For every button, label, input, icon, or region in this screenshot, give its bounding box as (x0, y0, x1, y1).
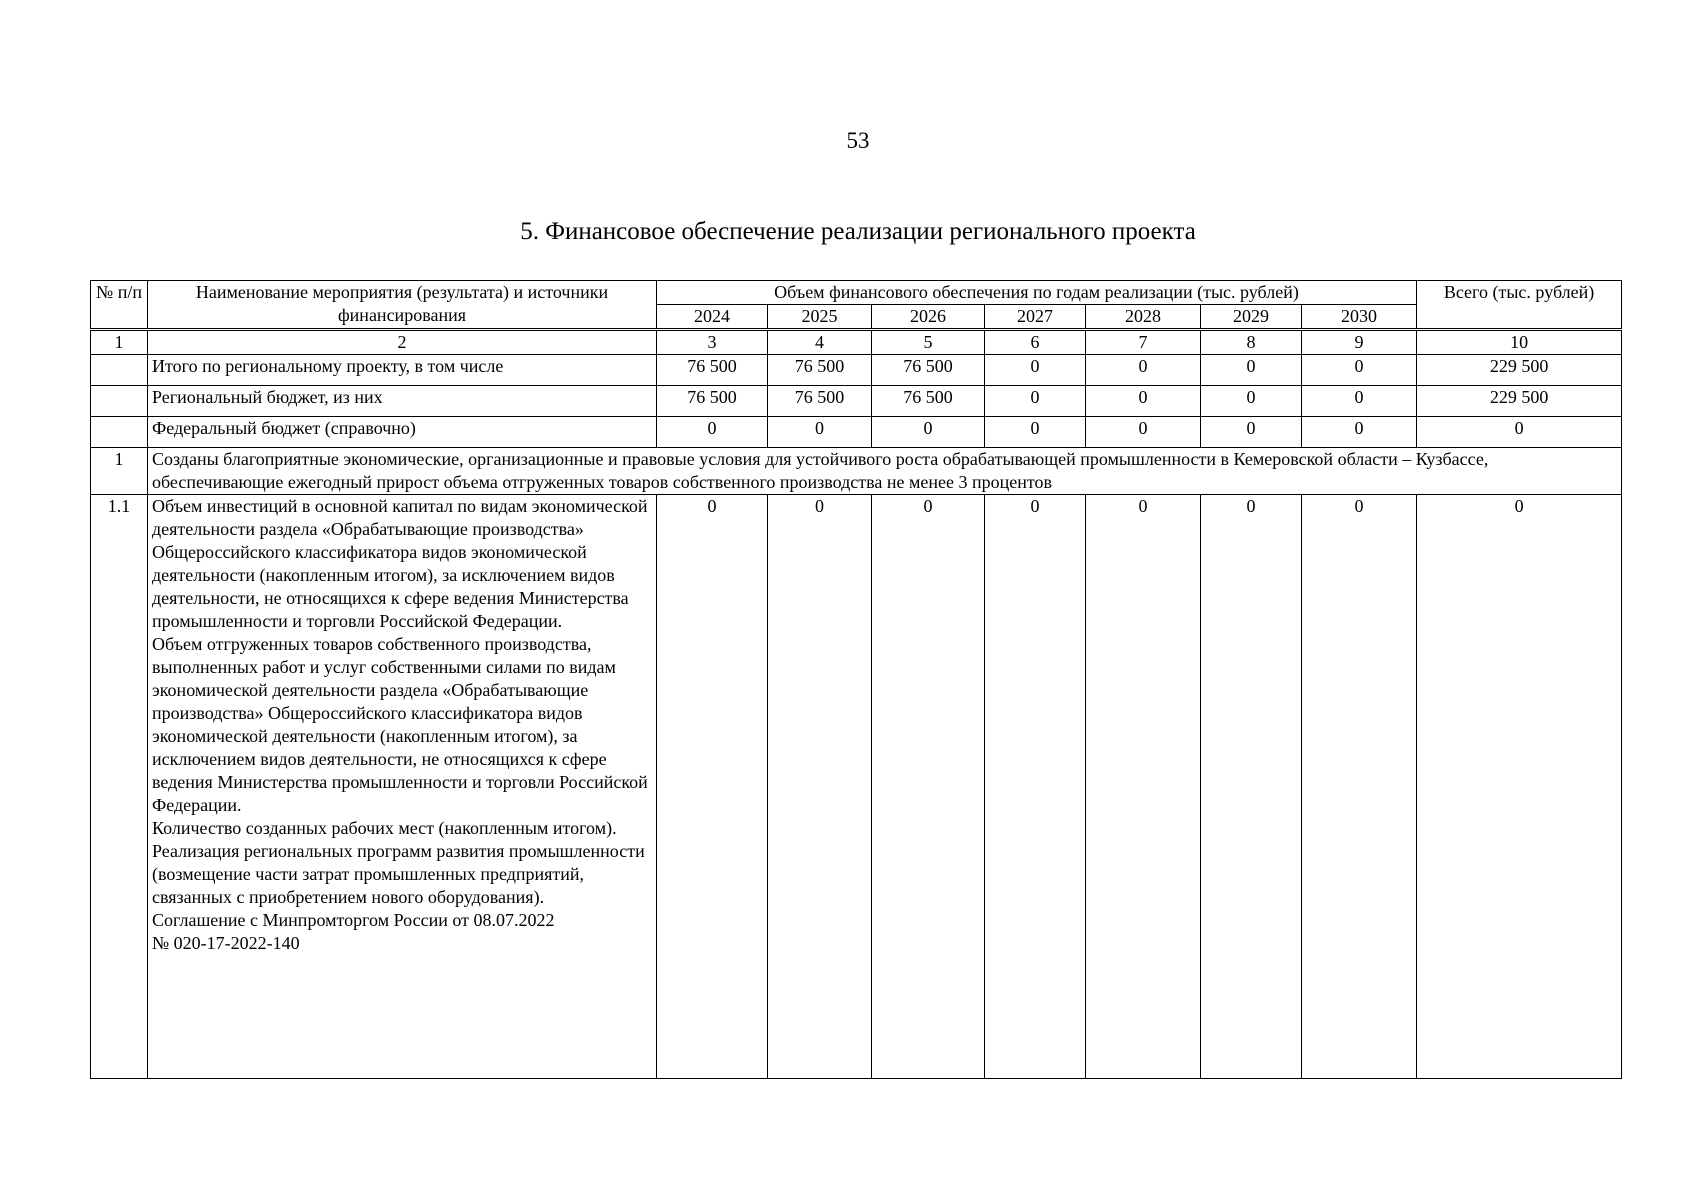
column-index-cell: 5 (872, 330, 985, 355)
page-number: 53 (846, 128, 870, 153)
task-text-cell: Созданы благоприятные экономические, организационные и правовые условия для устойчивого роста обрабатывающей промышленности в Кемеровской области – Кузбассе, обеспечивающие ежегодный прирост объема отгруженных товаров собственного производства не менее 3 процентов (148, 448, 1622, 495)
value-cell: 76 500 (768, 355, 872, 386)
summary-row (91, 386, 1622, 417)
result-row (91, 495, 1622, 1079)
result-text-cell: Объем инвестиций в основной капитал по видам экономической деятельности раздела «Обрабатывающие производства» Общероссийского классификатора видов экономической деятельности (накопленным итогом), за исключением видов деятельности, не относящихся к сфере ведения Министерства промышленности и торговли Российской Федерации. Объем отгруженных товаров собственного производства, выполненных работ и услуг собственными силами по видам экономической деятельности раздела «Обрабатывающие производства» Общероссийского классификатора видов экономической деятельности (накопленным итогом), за исключением видов деятельности, не относящихся к сфере ведения Министерства промышленности и торговли Российской Федерации. Количество созданных рабочих мест (накопленным итогом). Реализация региональных программ развития промышленности (возмещение части затрат промышленных предприятий, связанных с приобретением нового оборудования). Соглашение с Минпромторгом России от 08.07.2022 № 020-17-2022-140 (148, 495, 657, 1079)
header-year-2030: 2030 (1302, 305, 1417, 330)
total-cell: 229 500 (1417, 386, 1622, 417)
value-cell: 76 500 (872, 355, 985, 386)
value-cell: 0 (1201, 495, 1302, 1079)
value-cell: 0 (768, 417, 872, 448)
column-index-cell: 2 (148, 330, 657, 355)
column-index-cell: 6 (985, 330, 1086, 355)
row-num-cell (91, 386, 148, 417)
value-cell: 76 500 (872, 386, 985, 417)
total-cell: 0 (1417, 495, 1622, 1079)
value-cell: 0 (1086, 417, 1201, 448)
result-num-cell: 1.1 (91, 495, 148, 1079)
header-total: Всего (тыс. рублей) (1417, 281, 1622, 330)
value-cell: 0 (1302, 495, 1417, 1079)
value-cell: 0 (657, 495, 768, 1079)
header-name: Наименование мероприятия (результата) и источники финансирования (148, 281, 657, 330)
row-name-cell: Итого по региональному проекту, в том числе (148, 355, 657, 386)
header-year-2027: 2027 (985, 305, 1086, 330)
value-cell: 0 (657, 417, 768, 448)
row-name-cell: Региональный бюджет, из них (148, 386, 657, 417)
task-row (91, 448, 1622, 495)
header-years-group: Объем финансового обеспечения по годам реализации (тыс. рублей) (657, 281, 1417, 305)
value-cell: 0 (1302, 386, 1417, 417)
column-index-cell: 3 (657, 330, 768, 355)
header-year-2028: 2028 (1086, 305, 1201, 330)
financing-table (90, 280, 1622, 1079)
task-num-cell: 1 (91, 448, 148, 495)
total-cell: 229 500 (1417, 355, 1622, 386)
value-cell: 0 (1302, 355, 1417, 386)
value-cell: 0 (872, 495, 985, 1079)
total-cell: 0 (1417, 417, 1622, 448)
value-cell: 0 (985, 417, 1086, 448)
summary-row (91, 417, 1622, 448)
value-cell: 0 (1086, 386, 1201, 417)
column-index-cell: 9 (1302, 330, 1417, 355)
value-cell: 76 500 (657, 355, 768, 386)
value-cell: 76 500 (657, 386, 768, 417)
header-year-2026: 2026 (872, 305, 985, 330)
value-cell: 76 500 (768, 386, 872, 417)
summary-row (91, 355, 1622, 386)
header-year-2029: 2029 (1201, 305, 1302, 330)
value-cell: 0 (1201, 386, 1302, 417)
value-cell: 0 (1201, 417, 1302, 448)
section-title: 5. Финансовое обеспечение реализации регионального проекта (520, 218, 1196, 245)
column-index-cell: 7 (1086, 330, 1201, 355)
value-cell: 0 (985, 355, 1086, 386)
column-index-cell: 4 (768, 330, 872, 355)
column-index-cell: 8 (1201, 330, 1302, 355)
row-num-cell (91, 355, 148, 386)
row-num-cell (91, 417, 148, 448)
value-cell: 0 (872, 417, 985, 448)
column-index-row (91, 330, 1622, 355)
value-cell: 0 (1086, 355, 1201, 386)
value-cell: 0 (1086, 495, 1201, 1079)
column-index-cell: 1 (91, 330, 148, 355)
value-cell: 0 (768, 495, 872, 1079)
header-year-2024: 2024 (657, 305, 768, 330)
column-index-cell: 10 (1417, 330, 1622, 355)
value-cell: 0 (1201, 355, 1302, 386)
header-num: № п/п (91, 281, 148, 330)
value-cell: 0 (985, 495, 1086, 1079)
value-cell: 0 (985, 386, 1086, 417)
header-year-2025: 2025 (768, 305, 872, 330)
value-cell: 0 (1302, 417, 1417, 448)
row-name-cell: Федеральный бюджет (справочно) (148, 417, 657, 448)
